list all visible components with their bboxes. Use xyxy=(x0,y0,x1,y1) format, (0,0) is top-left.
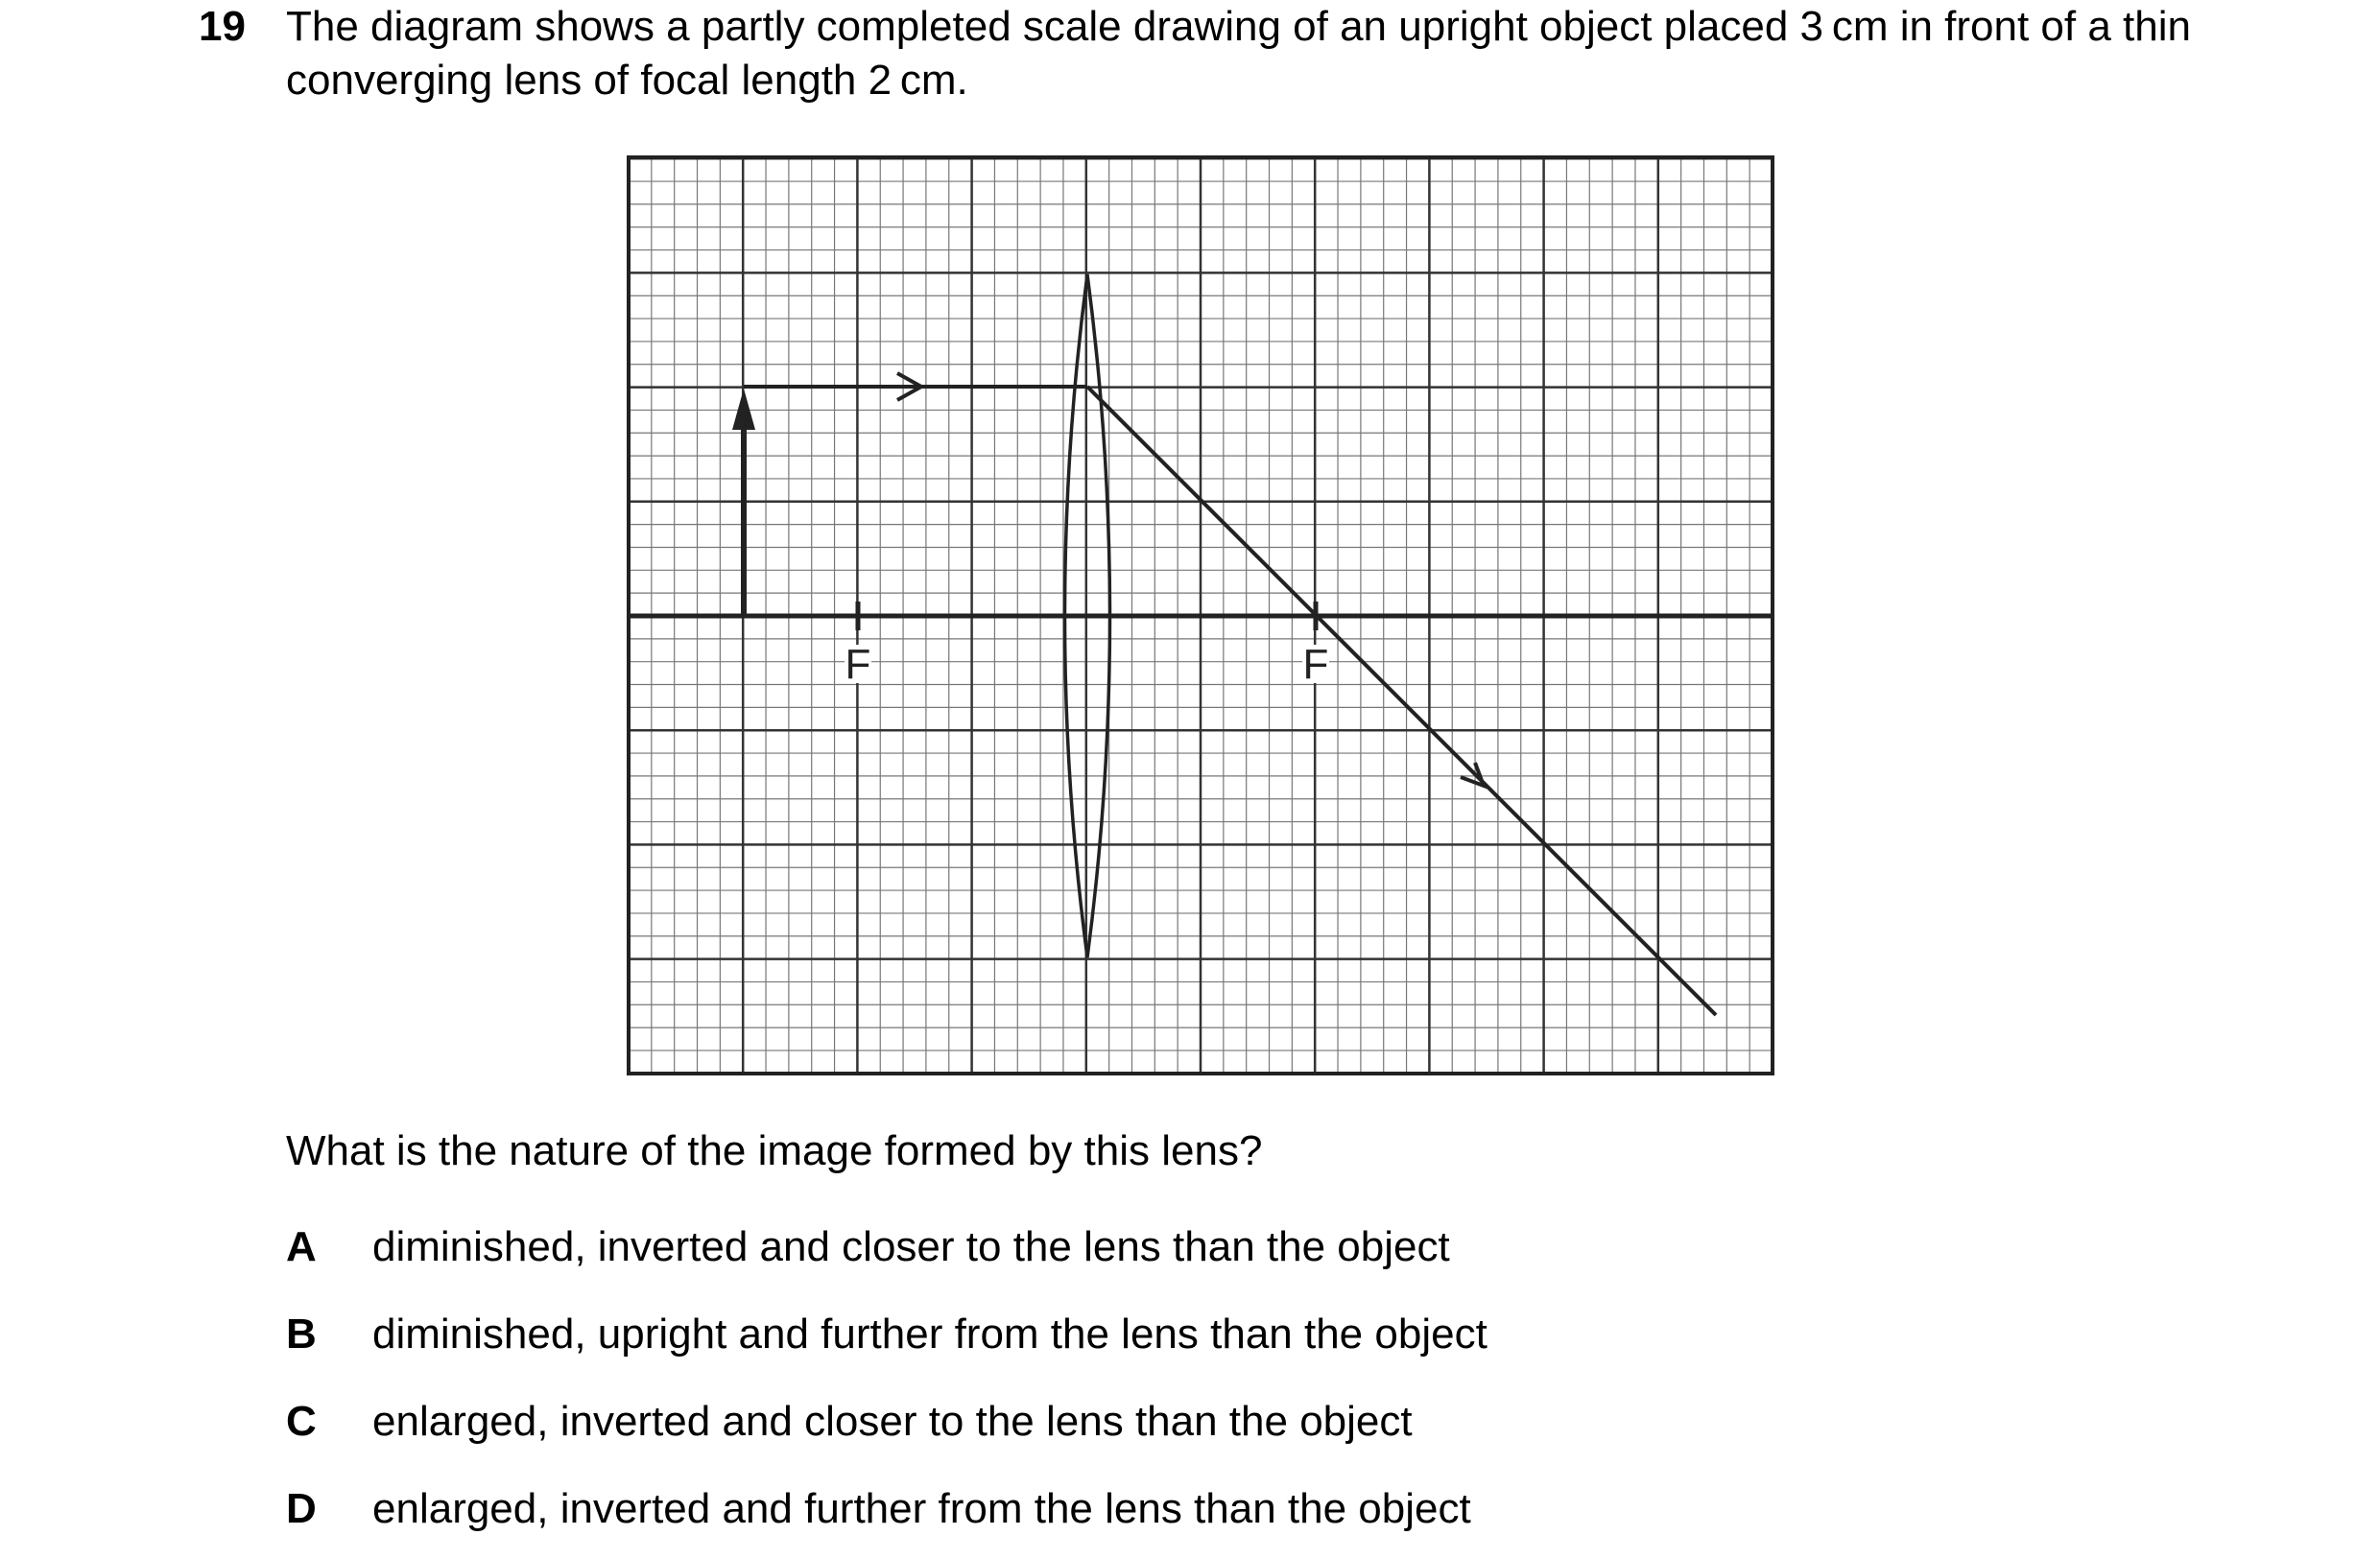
option-d-text: enlarged, inverted and further from the lens than the object xyxy=(372,1485,1471,1532)
object-arrowhead xyxy=(732,389,755,430)
option-a-text: diminished, inverted and closer to the lens than the object xyxy=(372,1223,1450,1270)
option-c-letter: C xyxy=(286,1398,317,1445)
question-stem: The diagram shows a partly completed scale drawing of an upright object placed 3 cm in front of a thin converging lens of focal length 2 cm. xyxy=(286,3,2191,104)
question-prompt: What is the nature of the image formed by this lens? xyxy=(286,1127,1263,1174)
option-a-letter: A xyxy=(286,1223,317,1270)
option-b-letter: B xyxy=(286,1311,317,1358)
refracted-ray-arrowhead xyxy=(1461,763,1484,786)
option-c-text: enlarged, inverted and closer to the lens than the object xyxy=(372,1398,1413,1445)
focal-label-left: F xyxy=(845,641,871,688)
option-b-text: diminished, upright and further from the lens than the object xyxy=(372,1311,1488,1358)
refracted-ray xyxy=(1087,387,1716,1015)
option-d-letter: D xyxy=(286,1485,317,1532)
focal-label-right: F xyxy=(1302,641,1329,688)
question-number: 19 xyxy=(199,3,246,50)
